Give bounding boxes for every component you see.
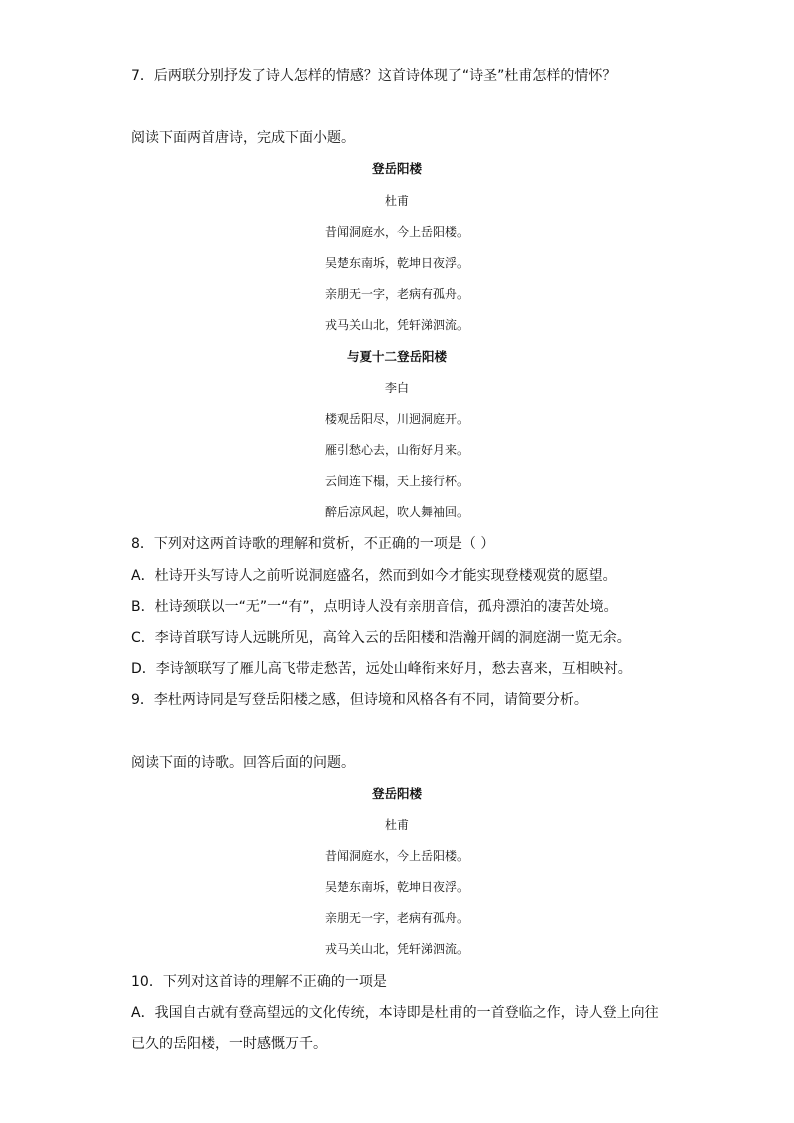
q8-option-b: B．杜诗颈联以一“无”一“有”，点明诗人没有亲朋音信，孤舟漂泊的凄苦处境。 bbox=[131, 599, 618, 615]
poem1-author: 杜甫 bbox=[384, 194, 409, 208]
question-8: 8．下列对这两首诗歌的理解和赏析，不正确的一项是（ ） bbox=[131, 536, 495, 552]
q8-option-c: C．李诗首联写诗人远眺所见，高耸入云的岳阳楼和浩瀚开阔的洞庭湖一览无余。 bbox=[131, 630, 631, 646]
poem3-line: 吴楚东南坼，乾坤日夜浮。 bbox=[324, 880, 469, 894]
poem3-author: 杜甫 bbox=[384, 818, 409, 832]
poem3-line: 亲朋无一字，老病有孤舟。 bbox=[324, 911, 469, 925]
poem3-line: 戎马关山北，凭轩涕泗流。 bbox=[324, 942, 469, 956]
question-9: 9．李杜两诗同是写登岳阳楼之感，但诗境和风格各有不同，请简要分析。 bbox=[131, 692, 588, 708]
section1-intro: 阅读下面两首唐诗，完成下面小题。 bbox=[131, 130, 355, 146]
poem1-line: 亲朋无一字，老病有孤舟。 bbox=[324, 287, 469, 301]
q8-option-d: D．李诗颔联写了雁儿高飞带走愁苦，远处山峰衔来好月，愁去喜来，互相映衬。 bbox=[131, 661, 632, 677]
poem1-line: 昔闻洞庭水，今上岳阳楼。 bbox=[324, 225, 469, 239]
poem1-line: 戎马关山北，凭轩涕泗流。 bbox=[324, 318, 469, 332]
q10-option-a-continued: 已久的岳阳楼，一时感慨万千。 bbox=[131, 1036, 327, 1052]
poem3-line: 昔闻洞庭水，今上岳阳楼。 bbox=[324, 849, 469, 863]
poem2-line: 醉后凉风起，吹人舞袖回。 bbox=[324, 505, 469, 519]
poem2-line: 雁引愁心去，山衔好月来。 bbox=[324, 443, 469, 457]
question-10: 10．下列对这首诗的理解不正确的一项是 bbox=[131, 974, 387, 990]
q10-option-a: A．我国自古就有登高望远的文化传统，本诗即是杜甫的一首登临之作，诗人登上向往 bbox=[131, 1005, 659, 1021]
poem3-title: 登岳阳楼 bbox=[371, 786, 422, 801]
poem2-author: 李白 bbox=[384, 381, 409, 395]
question-7: 7．后两联分别抒发了诗人怎样的情感？这首诗体现了“诗圣”杜甫怎样的情怀？ bbox=[131, 68, 617, 84]
section2-intro: 阅读下面的诗歌。回答后面的问题。 bbox=[131, 755, 355, 771]
q8-option-a: A．杜诗开头写诗人之前听说洞庭盛名，然而到如今才能实现登楼观赏的愿望。 bbox=[131, 568, 617, 584]
poem2-line: 云间连下榻，天上接行杯。 bbox=[324, 474, 469, 488]
poem2-title: 与夏十二登岳阳楼 bbox=[346, 349, 447, 364]
poem2-line: 楼观岳阳尽，川迥洞庭开。 bbox=[324, 412, 469, 426]
poem1-line: 吴楚东南坼，乾坤日夜浮。 bbox=[324, 256, 469, 270]
poem1-title: 登岳阳楼 bbox=[371, 161, 422, 176]
